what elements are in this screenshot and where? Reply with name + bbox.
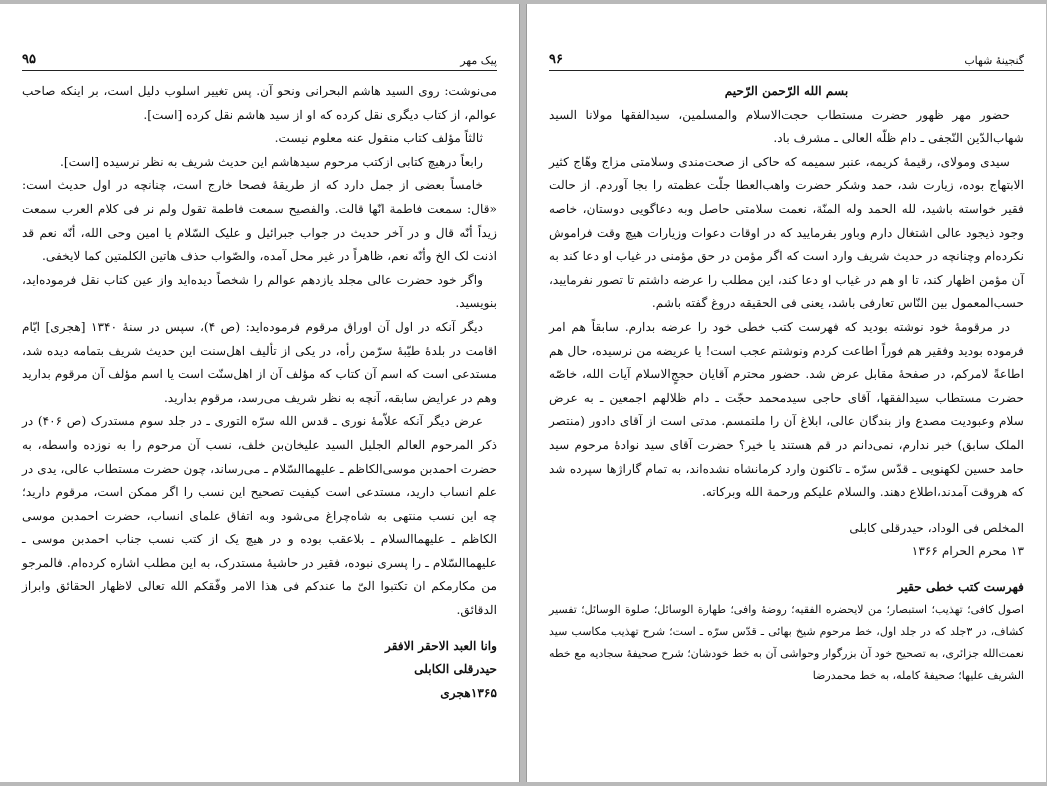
left-page-header — [22, 48, 497, 71]
left-page-body — [22, 80, 497, 772]
right-page-header — [549, 48, 1024, 71]
right-page-body — [549, 80, 1024, 772]
paragraph: ثالثاً مؤلف کتاب منقول عنه معلوم نیست. — [274, 131, 483, 146]
paragraph: سیدی ومولای، رقیمهٔ کریمه، عنبر سمیمه که حاکی از صحت‌مندی وسلامتی مزاج وهّاج کثیر الابتهاج بوده، زیارت شد، حمد وشکر حضرت واهب‌العطا جلّت عظمته را بجا آوردم. از حالت فقیر خواسته باشید، لله الحمد وله المنّة، نعمت سلامتی حاصل وبه دعاگویی دوستان، خاصه وجود ذیجود عالی اشتغال دارم وباور بفرمایید که در اوقات دعوات وزیارات هیچ وقت فراموش نکرده‌ام وچنانچه در حدیث شریف وارد است که اگر مؤمن در حق مؤمنی در غیاب او دعا کند به آن مؤمن اظهار کند، تا او هم در غیاب او دعا کند، این مطلب را عرضه داشتم تا تصور نفرمایید، حسب‌المعمول بین النّاس تعارفی باشد، یعنی فی الحقیقه دروغ گفته باشم. — [549, 154, 1024, 311]
left-running-title: پیک مهر — [460, 54, 497, 67]
list-title: فهرست کتب خطی حقیر — [897, 579, 1024, 594]
signature-date: ۱۳۶۵هجری — [440, 685, 497, 700]
manuscript-list: اصول کافی؛ تهذیب؛ استبصار؛ من لایحضره الفقیه؛ روضهٔ وافی؛ طهارة الوسائل؛ صلوة الوسائل؛ تفسیر کشاف، در ۳جلد که در جلد اول، خط مرحوم شیخ بهائی ـ قدّس سرّه ـ است؛ شرح تهذیب مکاسب سید نعمت‌الله جزائری، به تصحیح خود آن بزرگوار وحواشی آن به خط خودشان؛ شرح صحیفهٔ سجادیه مع خطه الشریف علیها؛ صحیفهٔ کامله، به خط محمدرضا — [549, 603, 1024, 683]
left-page-number: ۹۵ — [22, 52, 36, 67]
right-page — [526, 4, 1046, 782]
signature-line: المخلص فی الوداد، حیدرقلی کابلی — [849, 520, 1024, 535]
right-page-number: ۹۶ — [549, 52, 563, 67]
paragraph: در مرقومهٔ خود نوشته بودید که فهرست کتب خطی خود را عرضه بدارم. سابقاً هم امر فرموده بودید وفقیر هم فوراً اطاعت کردم ونوشتم عجب است! یا عریضه من نرسیده، حال هم اطاعةً لامرکم، در صفحهٔ مقابل عرض شد. حضور محترم آقایان حججٍ‌الاسلام آیات الله، خاصّه حضرت مستطاب سیدالفقها، آقای حاجی سیدمحمد حجّت ـ دام ظلالهم اجمعین ـ به عرض سلام وعبودیت مصدع واز بندگان عالی، ابلاغ آن را ملتمسم. مدتی است از آقای دادور (منتصر الملک سابق) خبر ندارم، نمی‌دانم در قم هستند یا خیر؟ حضرت آقای سید نوادهٔ مرحوم سید حامد حسین لکهنویی ـ قدّس سرّه ـ تاکنون وارد کرمانشاه نشده‌اند، به تمام گاراژها سپرده شد که هروقت آمدند،اطلاع دهند. والسلام علیکم ورحمة الله وبرکاته. — [549, 319, 1024, 500]
paragraph: دیگر آنکه در اول آن اوراق مرقوم فرموده‌اید: (ص ۴)، سپس در سنهٔ ۱۳۴۰ [هجری] ایّام اقامت در بلدهٔ طیّبهٔ سرّمن رأه، در یکی از تألیف اهل‌سنت این حدیث شریف بتمامه دیده شد، مستدعی است که اسم آن کتاب که مؤلف آن از اهل‌سنّت است یا اسم مؤلف آن مرقوم بدارید وهم در عرایض سابقه، آنچه به نظر شریف می‌رسد، مرقوم بدارید. — [22, 319, 497, 405]
left-page — [0, 4, 520, 782]
paragraph: خامساً بعضی از جمل دارد که از طریقهٔ فصحا خارج است، چنانچه در اول حدیث است: «قال: سمعت فاطمة انّها قالت. والفصیح سمعت فاطمة تقول ولم نر فی کلام العرب سمعت زیداً أنّه قال و در آخر حدیث در جواب جبرائیل و علیک السّلام یا امین وحی الله، أنّه نعم قد اذنت لک الخ وأنّه نعم، ظاهراً در غیر محل آمده، والصّواب حذف هاتین الکلمتین کما لایخفی. — [22, 178, 497, 264]
paragraph: واگر خود حضرت عالی مجلد یازدهم عوالم را شخصاً دیده‌اید واز عین کتاب نقل فرموده‌اید، بنویسید. — [22, 272, 497, 311]
signature-name: حیدرقلی الکابلی — [414, 662, 497, 677]
signature-date: ۱۳ محرم الحرام ۱۳۶۶ — [911, 544, 1024, 559]
paragraph: می‌نوشت: روی السید هاشم البحرانی ونحو آن. پس تغییر اسلوب دلیل است، بر اینکه صاحب عوالم، از کتاب دیگری نقل کرده که او از سید هاشم نقل کرده [است]. — [22, 84, 497, 122]
right-running-title: گنجینهٔ شهاب — [964, 54, 1024, 67]
basmala: بسم الله الرّحمن الرّحیم — [724, 84, 849, 98]
paragraph: رابعاً درهیچ کتابی ازکتب مرحوم سیدهاشم این حدیث شریف به نظر نرسیده [است]. — [60, 154, 483, 169]
paragraph: عرض دیگر آنکه علاّمهٔ نوری ـ قدس الله سرّه التوری ـ در جلد سوم مستدرک (ص ۴۰۶) در ذکر المرحوم العالم الجلیل السید علیخان‌بن خلف، نسب آن مرحوم را به نوزده واسطه، به حضرت احمدبن موسی‌الکاظم ـ علیهماالسّلام ـ می‌رساند، چون حضرت مستطاب عالی، یدی در علم انساب دارید، مستدعی است کیفیت تصحیح این نسب را اگر ممکن است، مرقوم دارید؛ چه این نسب منتهی به شاه‌چراغ می‌شود وبه اتفاق علمای انساب، حضرت احمدبن موسی الکاظم ـ علیهماالسلام ـ بلاعقب بوده و در هیچ یک از کتب نسب جناب احمدبن موسی ـ علیهماالسّلام ـ را پسری نبوده، فقیر در حاشیهٔ مستدرک، به این مطلب اشاره کرده‌ام. فالمرجو من مکارمکم ان تکتبوا الیّ ما عندکم فی هذا الامر وفّقکم الله تعالی لاظهار الحقائق وابراز الدقائق. — [22, 414, 497, 618]
signature-line: وانا العبد الاحقر الافقر — [385, 638, 497, 653]
paragraph: حضور مهر ظهور حضرت مستطاب حجت‌الاسلام والمسلمین، سیدالفقها مولانا السید شهاب‌الدّین النّجفی ـ دام ظلّه العالی ـ مشرف باد. — [549, 107, 1024, 146]
